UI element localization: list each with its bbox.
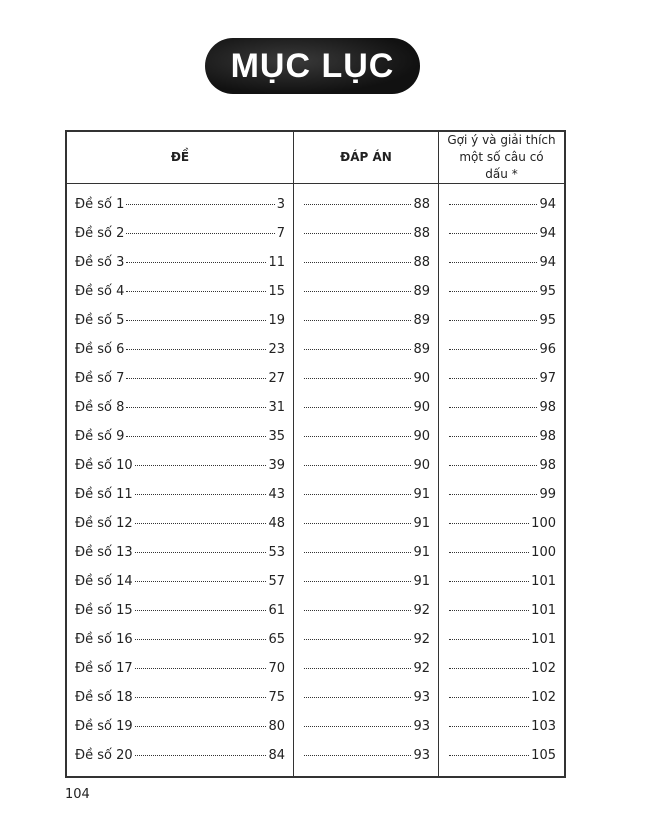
dot-leader (126, 378, 266, 379)
cell-goi-y (439, 741, 566, 777)
header-dap-an: ĐÁP ÁN (294, 131, 439, 184)
dot-leader (449, 407, 537, 408)
page-ref[interactable]: 101 (531, 603, 556, 618)
table-row (66, 625, 565, 654)
cell-dap-an (294, 451, 439, 480)
dot-leader (126, 320, 266, 321)
dot-leader (449, 610, 529, 611)
dot-leader (135, 639, 267, 640)
dot-leader (126, 233, 274, 234)
dot-leader (449, 755, 529, 756)
cell-de (66, 184, 294, 220)
dot-leader (126, 291, 266, 292)
page-ref[interactable]: 11 (268, 255, 285, 270)
page-ref[interactable]: 101 (531, 574, 556, 589)
cell-dap-an (294, 654, 439, 683)
entry-label: Đề số 11 (75, 487, 133, 502)
cell-de (66, 393, 294, 422)
page-ref[interactable]: 92 (413, 632, 430, 647)
dot-leader (135, 465, 267, 466)
page-ref[interactable]: 80 (268, 719, 285, 734)
entry-label: Đề số 12 (75, 516, 133, 531)
cell-dap-an (294, 248, 439, 277)
entry-label: Đề số 17 (75, 661, 133, 676)
table-header-row (66, 131, 565, 184)
dot-leader (304, 581, 411, 582)
entry-label: Đề số 18 (75, 690, 133, 705)
page-ref[interactable]: 31 (268, 400, 285, 415)
page-ref[interactable]: 91 (413, 545, 430, 560)
dot-leader (449, 668, 529, 669)
entry-label: Đề số 10 (75, 458, 133, 473)
page-ref[interactable]: 102 (531, 661, 556, 676)
entry-label: Đề số 15 (75, 603, 133, 618)
dot-leader (135, 610, 267, 611)
page-ref[interactable]: 3 (276, 197, 285, 212)
entry-label: Đề số 13 (75, 545, 133, 560)
dot-leader (304, 552, 411, 553)
page-ref[interactable]: 53 (268, 545, 285, 560)
page-ref[interactable]: 92 (413, 603, 430, 618)
cell-de (66, 422, 294, 451)
dot-leader (135, 523, 267, 524)
page-ref[interactable]: 93 (413, 719, 430, 734)
dot-leader (135, 581, 267, 582)
cell-dap-an (294, 741, 439, 777)
dot-leader (449, 320, 537, 321)
table-row (66, 654, 565, 683)
cell-dap-an (294, 480, 439, 509)
page-ref[interactable]: 100 (531, 516, 556, 531)
table-row (66, 184, 565, 220)
page-ref[interactable]: 98 (539, 400, 556, 415)
page-ref[interactable]: 100 (531, 545, 556, 560)
cell-goi-y (439, 683, 566, 712)
dot-leader (449, 697, 529, 698)
table-row (66, 683, 565, 712)
cell-goi-y (439, 654, 566, 683)
dot-leader (135, 668, 267, 669)
dot-leader (449, 523, 529, 524)
cell-dap-an (294, 422, 439, 451)
cell-goi-y (439, 480, 566, 509)
page-ref[interactable]: 90 (413, 458, 430, 473)
dot-leader (304, 349, 411, 350)
dot-leader (304, 465, 411, 466)
dot-leader (449, 465, 537, 466)
page-ref[interactable]: 89 (413, 284, 430, 299)
dot-leader (449, 552, 529, 553)
cell-de (66, 248, 294, 277)
table-row (66, 306, 565, 335)
cell-goi-y (439, 625, 566, 654)
dot-leader (304, 436, 411, 437)
page-ref[interactable]: 75 (268, 690, 285, 705)
cell-goi-y (439, 451, 566, 480)
cell-de (66, 219, 294, 248)
table-row (66, 393, 565, 422)
entry-label: Đề số 2 (75, 226, 125, 241)
table-row (66, 219, 565, 248)
table-row (66, 335, 565, 364)
dot-leader (304, 610, 411, 611)
page-ref[interactable]: 91 (413, 574, 430, 589)
page-ref[interactable]: 103 (531, 719, 556, 734)
entry-label: Đề số 5 (75, 313, 125, 328)
cell-dap-an (294, 277, 439, 306)
page-ref[interactable]: 19 (268, 313, 285, 328)
dot-leader (304, 204, 411, 205)
cell-goi-y (439, 184, 566, 220)
page-ref[interactable]: 88 (413, 255, 430, 270)
entry-label: Đề số 9 (75, 429, 125, 444)
page-ref[interactable]: 48 (268, 516, 285, 531)
page-ref[interactable]: 93 (413, 690, 430, 705)
cell-de (66, 480, 294, 509)
cell-de (66, 654, 294, 683)
dot-leader (304, 697, 411, 698)
contents-table (65, 130, 566, 778)
page-ref[interactable]: 39 (268, 458, 285, 473)
cell-de (66, 596, 294, 625)
cell-dap-an (294, 683, 439, 712)
entry-label: Đề số 6 (75, 342, 125, 357)
page-ref[interactable]: 27 (268, 371, 285, 386)
cell-goi-y (439, 422, 566, 451)
header-goi-y-line2: một số câu có dấu * (459, 150, 544, 181)
dot-leader (304, 639, 411, 640)
page-ref[interactable]: 90 (413, 400, 430, 415)
cell-goi-y (439, 277, 566, 306)
cell-goi-y (439, 712, 566, 741)
page-ref[interactable]: 15 (268, 284, 285, 299)
page-ref[interactable]: 23 (268, 342, 285, 357)
dot-leader (304, 494, 411, 495)
entry-label: Đề số 4 (75, 284, 125, 299)
dot-leader (449, 378, 537, 379)
cell-de (66, 335, 294, 364)
cell-de (66, 712, 294, 741)
header-goi-y (439, 131, 566, 184)
entry-label: Đề số 8 (75, 400, 125, 415)
entry-label: Đề số 14 (75, 574, 133, 589)
page-ref[interactable]: 89 (413, 313, 430, 328)
page-title: MỤC LỤC (230, 46, 395, 85)
table-row (66, 596, 565, 625)
dot-leader (304, 407, 411, 408)
page-ref[interactable]: 98 (539, 429, 556, 444)
dot-leader (449, 726, 529, 727)
dot-leader (304, 726, 411, 727)
page-ref[interactable]: 90 (413, 371, 430, 386)
cell-de (66, 683, 294, 712)
dot-leader (304, 262, 411, 263)
dot-leader (126, 204, 274, 205)
page-ref[interactable]: 94 (539, 226, 556, 241)
dot-leader (304, 320, 411, 321)
dot-leader (126, 407, 266, 408)
page-ref[interactable]: 92 (413, 661, 430, 676)
dot-leader (304, 291, 411, 292)
cell-de (66, 741, 294, 777)
cell-goi-y (439, 306, 566, 335)
title-banner (205, 38, 420, 94)
page-ref[interactable]: 90 (413, 429, 430, 444)
dot-leader (126, 436, 266, 437)
dot-leader (449, 233, 537, 234)
entry-label: Đề số 20 (75, 748, 133, 763)
page-ref[interactable]: 95 (539, 284, 556, 299)
entry-label: Đề số 1 (75, 197, 125, 212)
table-row (66, 364, 565, 393)
dot-leader (449, 291, 537, 292)
table-row (66, 277, 565, 306)
cell-dap-an (294, 625, 439, 654)
page-ref[interactable]: 101 (531, 632, 556, 647)
cell-dap-an (294, 596, 439, 625)
cell-dap-an (294, 509, 439, 538)
page-ref[interactable]: 102 (531, 690, 556, 705)
dot-leader (449, 639, 529, 640)
table-row (66, 712, 565, 741)
page-ref[interactable]: 88 (413, 197, 430, 212)
entry-label: Đề số 19 (75, 719, 133, 734)
dot-leader (449, 494, 537, 495)
page-ref[interactable]: 57 (268, 574, 285, 589)
dot-leader (449, 262, 537, 263)
page-ref[interactable]: 105 (531, 748, 556, 763)
dot-leader (126, 262, 266, 263)
entry-label: Đề số 16 (75, 632, 133, 647)
page-ref[interactable]: 7 (276, 226, 285, 241)
dot-leader (304, 755, 411, 756)
cell-de (66, 306, 294, 335)
page-ref[interactable]: 65 (268, 632, 285, 647)
entry-label: Đề số 3 (75, 255, 125, 270)
dot-leader (135, 494, 267, 495)
cell-dap-an (294, 219, 439, 248)
page-ref[interactable]: 94 (539, 197, 556, 212)
page-ref[interactable]: 96 (539, 342, 556, 357)
page-ref[interactable]: 35 (268, 429, 285, 444)
cell-goi-y (439, 393, 566, 422)
dot-leader (304, 378, 411, 379)
table-row (66, 509, 565, 538)
dot-leader (304, 668, 411, 669)
table-row (66, 248, 565, 277)
page-ref[interactable]: 95 (539, 313, 556, 328)
page-ref[interactable]: 98 (539, 458, 556, 473)
dot-leader (304, 233, 411, 234)
table-row (66, 422, 565, 451)
cell-goi-y (439, 364, 566, 393)
cell-de (66, 277, 294, 306)
page-number: 104 (65, 787, 90, 802)
dot-leader (304, 523, 411, 524)
cell-de (66, 538, 294, 567)
page-ref[interactable]: 99 (539, 487, 556, 502)
cell-dap-an (294, 184, 439, 220)
cell-dap-an (294, 567, 439, 596)
dot-leader (126, 349, 266, 350)
dot-leader (449, 204, 537, 205)
cell-dap-an (294, 712, 439, 741)
cell-de (66, 625, 294, 654)
dot-leader (135, 726, 267, 727)
table-row (66, 567, 565, 596)
dot-leader (449, 349, 537, 350)
page-ref[interactable]: 97 (539, 371, 556, 386)
dot-leader (135, 697, 267, 698)
page-ref[interactable]: 91 (413, 487, 430, 502)
cell-dap-an (294, 364, 439, 393)
dot-leader (135, 552, 267, 553)
header-de: ĐỀ (66, 131, 294, 184)
entry-label: Đề số 7 (75, 371, 125, 386)
cell-dap-an (294, 306, 439, 335)
cell-de (66, 364, 294, 393)
cell-dap-an (294, 538, 439, 567)
table-row (66, 480, 565, 509)
cell-goi-y (439, 538, 566, 567)
page-ref[interactable]: 91 (413, 516, 430, 531)
cell-goi-y (439, 335, 566, 364)
page-ref[interactable]: 43 (268, 487, 285, 502)
cell-goi-y (439, 219, 566, 248)
cell-goi-y (439, 596, 566, 625)
cell-goi-y (439, 248, 566, 277)
header-goi-y-line1: Gợi ý và giải thích (447, 133, 556, 147)
cell-dap-an (294, 335, 439, 364)
table-row (66, 741, 565, 777)
table-row (66, 538, 565, 567)
page-ref[interactable]: 84 (268, 748, 285, 763)
cell-dap-an (294, 393, 439, 422)
cell-goi-y (439, 567, 566, 596)
page-ref[interactable]: 61 (268, 603, 285, 618)
cell-de (66, 509, 294, 538)
page-ref[interactable]: 94 (539, 255, 556, 270)
page-ref[interactable]: 93 (413, 748, 430, 763)
page-ref[interactable]: 88 (413, 226, 430, 241)
cell-goi-y (439, 509, 566, 538)
dot-leader (449, 436, 537, 437)
dot-leader (449, 581, 529, 582)
cell-de (66, 567, 294, 596)
table-row (66, 451, 565, 480)
page-ref[interactable]: 89 (413, 342, 430, 357)
page-ref[interactable]: 70 (268, 661, 285, 676)
dot-leader (135, 755, 267, 756)
cell-de (66, 451, 294, 480)
